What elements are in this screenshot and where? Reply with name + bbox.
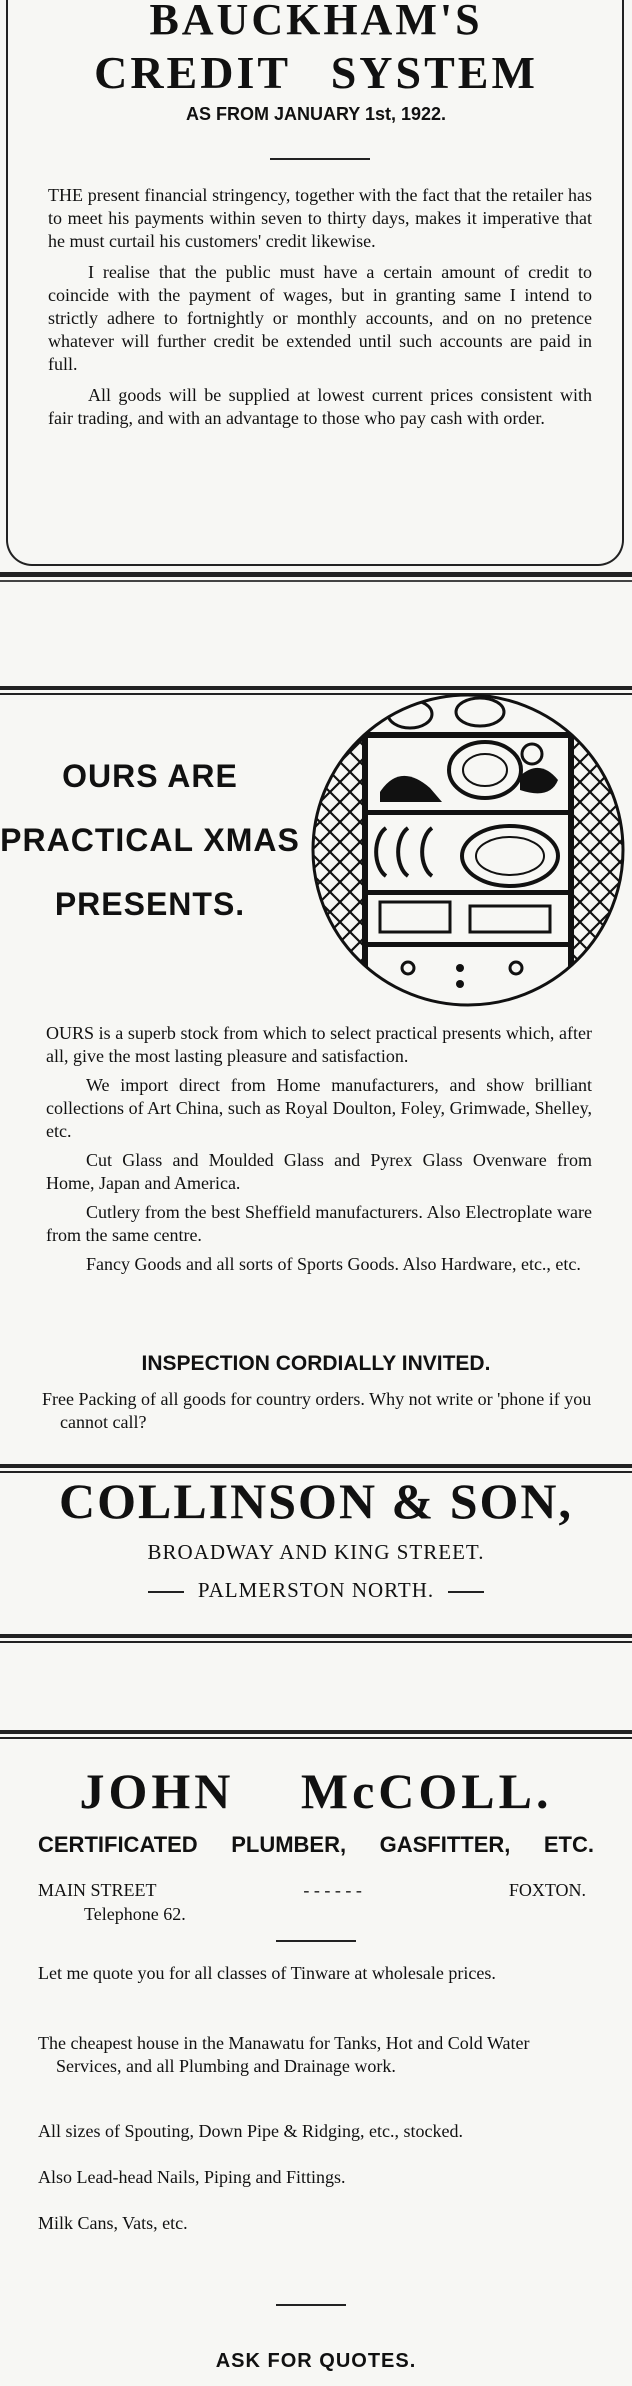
trade-word: ETC. (543, 1832, 594, 1857)
double-rule (0, 1730, 632, 1739)
address-line1: BROADWAY AND KING STREET. (147, 1540, 485, 1564)
body-paragraph: OURS is a superb stock from which to select practical presents which, after all, give the most lasting pleasure and satisfaction. (46, 1023, 592, 1066)
leader-dots: - - - - - - (303, 1880, 362, 1900)
collinson-advert (0, 592, 632, 1642)
town-name: FOXTON. (508, 1880, 586, 1900)
heading-line1: OURS ARE (62, 758, 238, 794)
address-line2 (0, 1578, 632, 1603)
column-rule (0, 572, 632, 577)
heading-line3: PRESENTS. (54, 886, 246, 922)
body-paragraph: THE present financial stringency, together with the fact that the retailer has to meet his payments within seven to thirty days, makes it imperative that he must curtail his customers' credit likewise. (48, 185, 592, 251)
advert-title-line1: BAUCKHAM'S (149, 0, 483, 44)
dash-rule (448, 1591, 484, 1593)
heading-line2: PRACTICAL XMAS (0, 822, 300, 858)
body-paragraph: All goods will be supplied at lowest current prices consistent with fair trading, and with an advantage to those who pay cash with order. (48, 385, 592, 428)
advert-title-line2: CREDIT SYSTEM (94, 47, 538, 98)
double-rule (0, 1634, 632, 1643)
bauckham-advert (0, 0, 632, 590)
trade-line (38, 1832, 594, 1858)
divider-rule (270, 158, 370, 160)
location-line (38, 1880, 586, 1901)
trade-word: PLUMBER, (231, 1832, 347, 1857)
service-item: All sizes of Spouting, Down Pipe & Ridging, etc., stocked. (38, 2121, 463, 2141)
china-cabinet-illustration (310, 692, 626, 1008)
advert-body (48, 184, 592, 438)
street-name: MAIN STREET (38, 1880, 157, 1900)
trade-word: GASFITTER, (379, 1832, 511, 1857)
inspection-invitation: INSPECTION CORDIALLY INVITED. (141, 1352, 491, 1375)
body-paragraph: Cutlery from the best Sheffield manufacturers. Also Electroplate ware from the same centre. (46, 1202, 592, 1245)
body-paragraph: I realise that the public must have a certain amount of credit to coincide with the payment of wages, but in granting same I intend to strictly adhere to fortnightly or monthly accounts, and on no pretence whatever will further credit be extended until such accounts are paid in full. (48, 262, 592, 374)
trade-word: CERTIFICATED (38, 1832, 198, 1857)
divider-rule (276, 2304, 346, 2306)
column-rule (0, 580, 632, 582)
advert-body (46, 1022, 592, 1282)
body-paragraph: Fancy Goods and all sorts of Sports Goods. Also Hardware, etc., etc. (86, 1254, 581, 1274)
proprietor-name: JOHN McCOLL. (79, 1763, 553, 1819)
advert-subtitle: AS FROM JANUARY 1st, 1922. (185, 104, 447, 124)
town-name: PALMERSTON NORTH. (197, 1578, 435, 1602)
divider-rule (276, 1940, 356, 1942)
firm-name: COLLINSON & SON, (58, 1473, 574, 1529)
packing-note: Free Packing of all goods for country orders. Why not write or 'phone if you cannot call? (42, 1389, 592, 1432)
service-item: The cheapest house in the Manawatu for Tanks, Hot and Cold Water Services, and all Plumbing and Drainage work. (38, 2033, 530, 2076)
telephone-number: Telephone 62. (84, 1904, 186, 1924)
closing-line: ASK FOR QUOTES. (215, 2350, 417, 2372)
service-item: Let me quote you for all classes of Tinware at wholesale prices. (38, 1963, 496, 1983)
mccoll-advert (0, 1644, 632, 2386)
service-item: Also Lead-head Nails, Piping and Fittings. (38, 2167, 346, 2187)
body-paragraph: Cut Glass and Moulded Glass and Pyrex Glass Ovenware from Home, Japan and America. (46, 1150, 592, 1193)
body-paragraph: We import direct from Home manufacturers, and show brilliant collections of Art China, such as Royal Doulton, Foley, Grimwade, Shelley, etc. (46, 1075, 592, 1141)
service-item: Milk Cans, Vats, etc. (38, 2213, 188, 2233)
dash-rule (148, 1591, 184, 1593)
